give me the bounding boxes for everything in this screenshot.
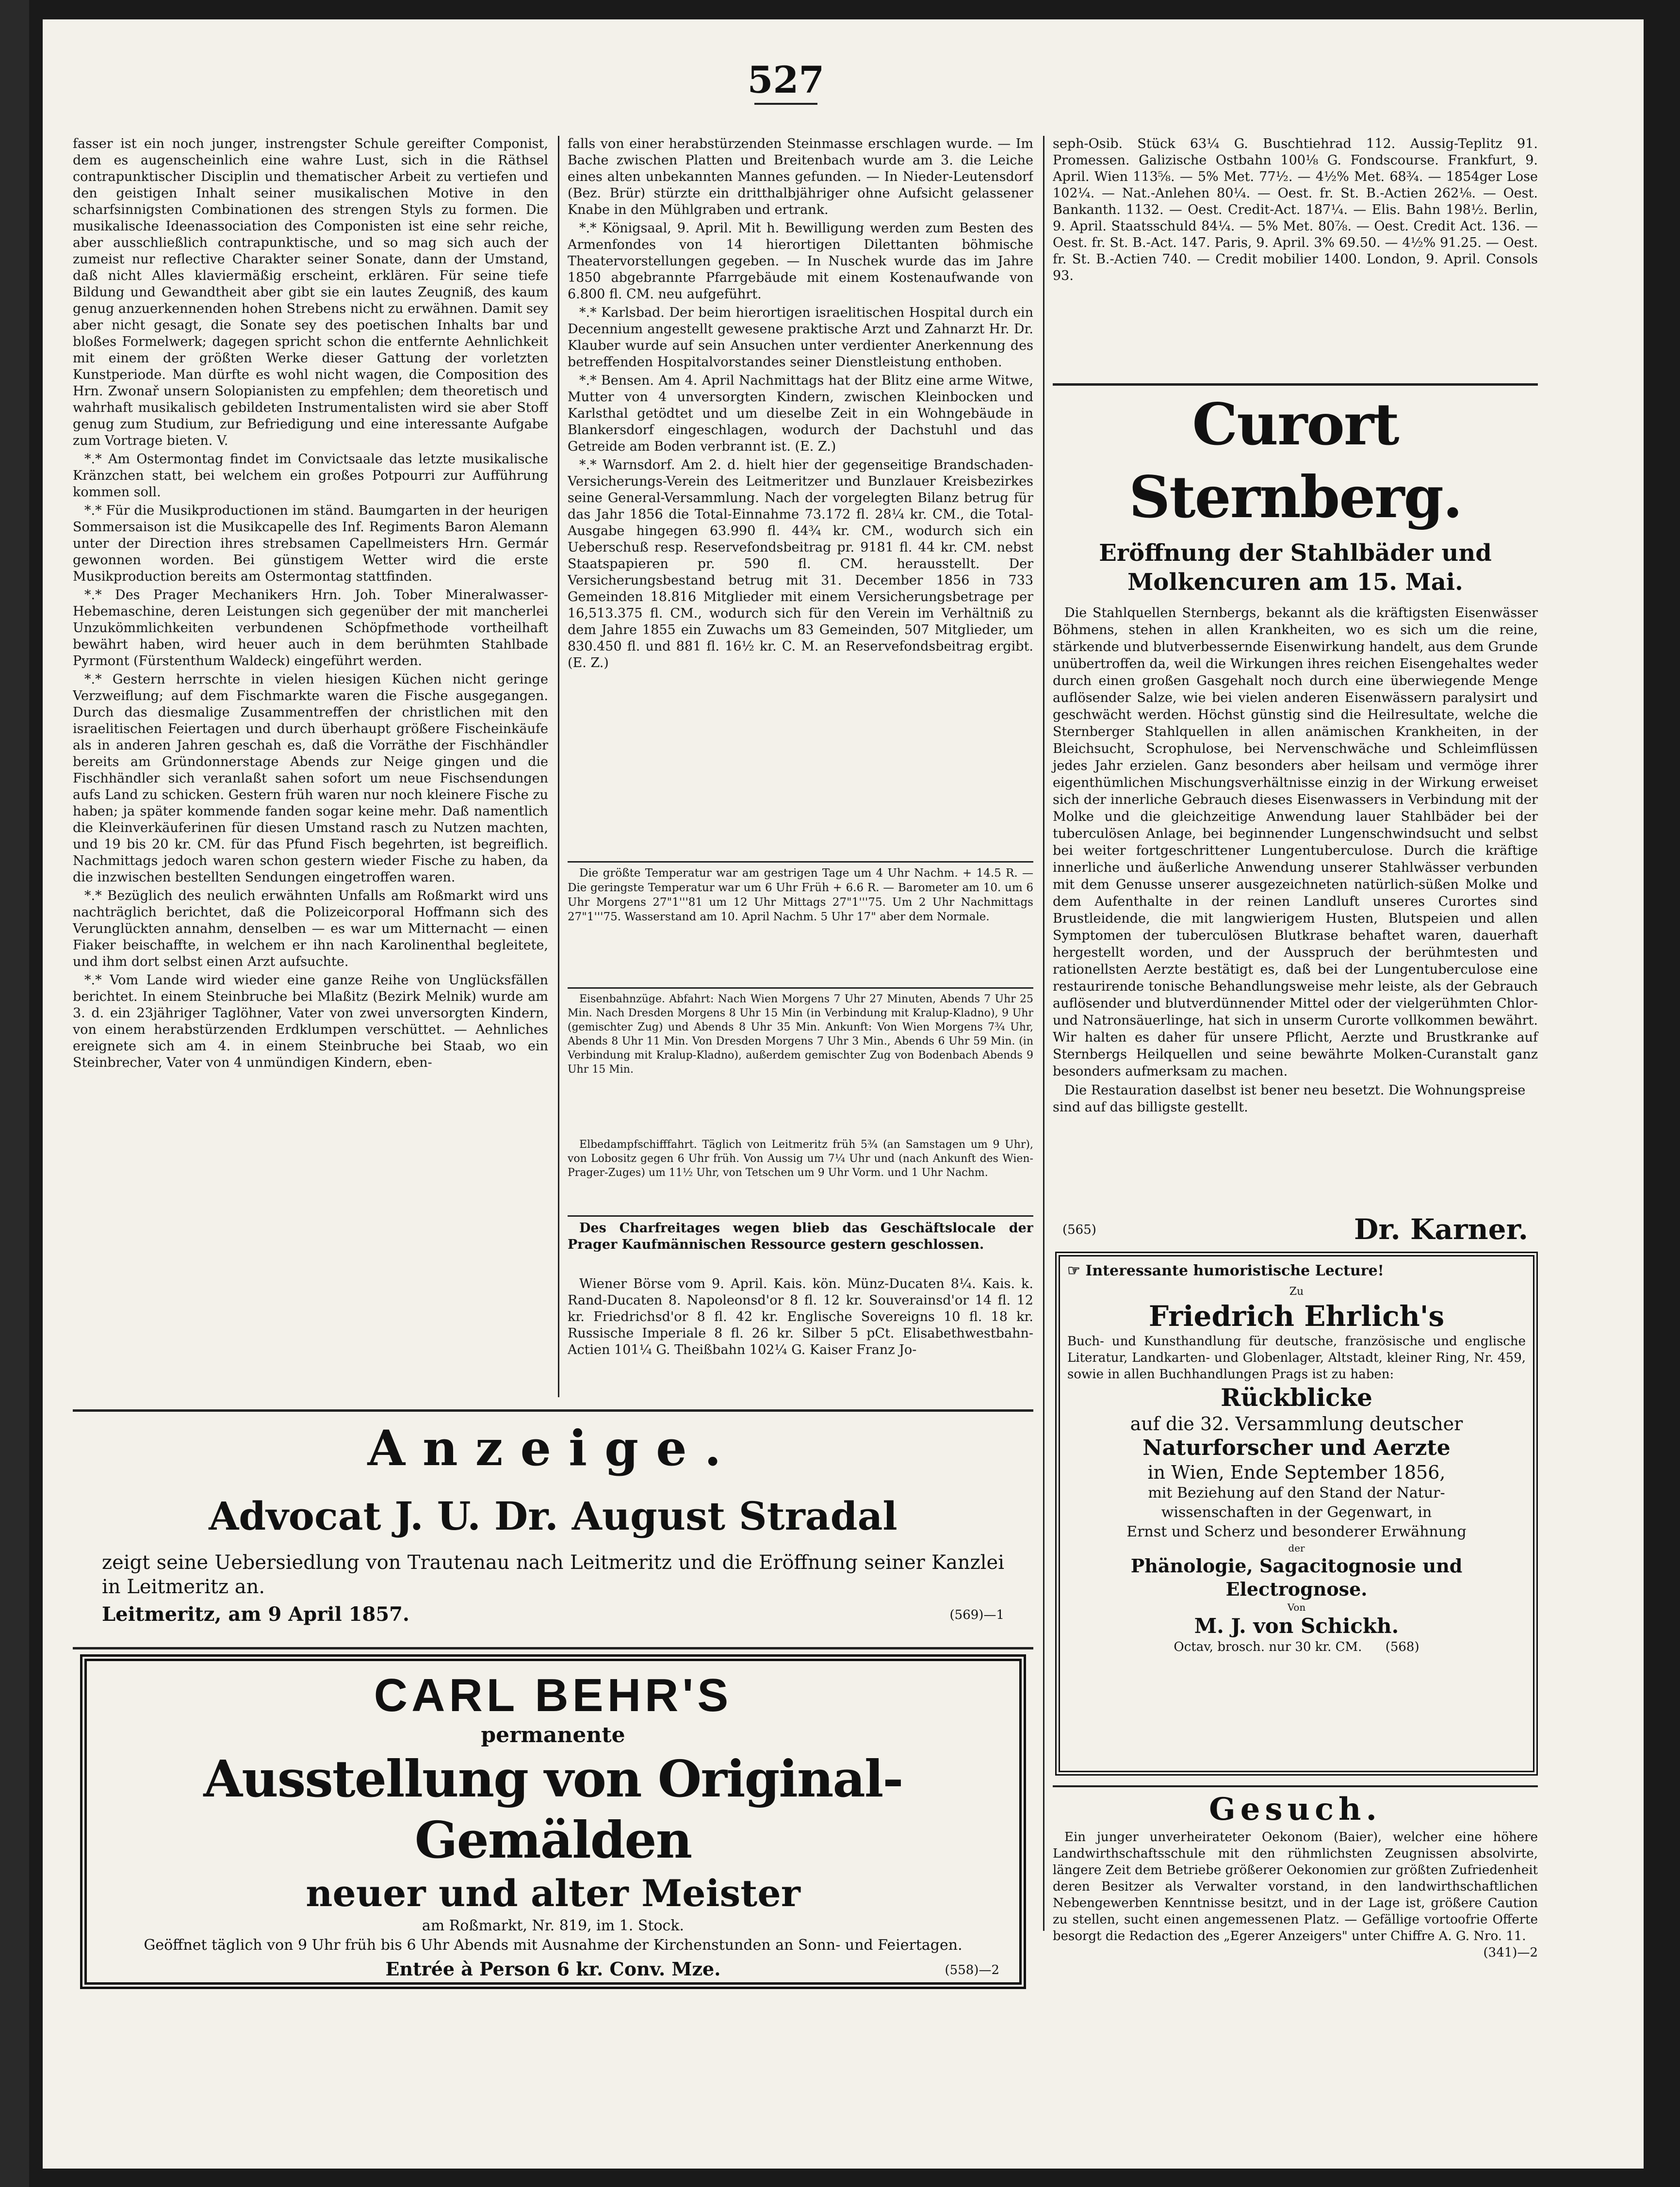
ehrlich-von: Von — [1287, 1601, 1306, 1613]
curort-signer: Dr. Karner. — [1354, 1213, 1528, 1246]
behr-subline: neuer und alter Meister — [306, 1872, 800, 1915]
anzeige-stradal — [73, 1417, 1033, 1645]
article-sonata: fasser ist ein noch junger, instrengster Schule gereifter Componist, dem es augenscheinlich eine wahre Lust, sich in die Räthsel contrapunktischer Disciplin und thematischer Arbeit zu vertiefen und den geistigen Inhalt seiner musikalischen Motive in den scharfsinnigsten Combinationen des strengen Styls zu formen. Die musikalische Ideenassociation des Componisten ist eine sehr reiche, aber ausschließlich contrapunktische, und so mag sich auch der zumeist nur reflective Charakter seiner Sonate, dann der Umstand, daß nicht Alles klaviermäßig erscheint, erklären. Für seine tiefe Bildung und Gewandtheit aber gibt sie ein lautes Zeugniß, des kaum genug anzuerkennenden hohen Strebens nicht zu erwähnen. Damit sey aber nicht gesagt, die Sonate sey des poetischen Inhalts bar und bloßes Formelwerk; dagegen spricht schon die entfernte Aehnlichkeit mit einem der größten Werke dieser Gattung der vorletzten Kunstperiode. Man dürfte es wohl nicht wagen, die Composition des Hrn. Zwonař unsern Solopianisten zu empfehlen; dem theoretisch und wahrhaft musikalisch gebildeten Instrumentalisten wird sie aber Stoff genug zum Studium, zur Befriedigung und eine interessante Aufgabe zum Vortrage bieten. V. — [73, 136, 548, 448]
gesuch-ad — [1053, 1790, 1538, 1994]
curort-sternberg-ad — [1053, 388, 1538, 1252]
column-divider-1 — [558, 136, 559, 1397]
anzeige-title: Anzeige. — [367, 1420, 739, 1477]
middle-column — [568, 136, 1033, 854]
curort-closing: Die Restauration daselbst ist bener neu besetzt. Die Wohnungspreise sind auf das billigste gestellt. — [1053, 1083, 1526, 1115]
steamship-schedule: Elbedampfschifffahrt. Täglich von Leitmeritz früh 5¾ (an Samstagen um 9 Uhr), von Lobositz gegen 6 Uhr früh. Von Aussig um 7¼ Uhr und (nach Ankunft des Wien-Prager-Zuges) um 11½ Uhr, von Tetschen um 9 Uhr Vorm. und 1 Uhr Nachm. — [568, 1139, 1033, 1179]
page-number-underline — [754, 103, 817, 105]
ehrlich-der: der — [1288, 1542, 1305, 1554]
ehrlich-zu: Zu — [1289, 1286, 1304, 1298]
scan-edge — [0, 0, 29, 2187]
wiener-boerse: Wiener Börse vom 9. April. Kais. kön. Münz-Ducaten 8¼. Kais. k. Rand-Ducaten 8. Napoleonsd'or 8 fl. 12 kr. Souverainsd'or 14 fl. 12 kr. Friedrichsd'or 8 fl. 42 kr. Englische Sovereigns 10 fl. 18 kr. Russische Imperiale 8 fl. 26 kr. Silber 5 pCt. Elisabethwestbahn-Actien 101¼ G. Theißbahn 102¼ G. Kaiser Franz Jo- — [568, 1276, 1033, 1357]
ehrlich-title: Rückblicke — [1221, 1383, 1372, 1412]
curort-number: (565) — [1062, 1223, 1096, 1237]
curort-subtitle: Eröffnung der Stahlbäder und Molkencuren am 15. Mai. — [1099, 539, 1492, 596]
behr-entry: Entrée à Person 6 kr. Conv. Mze. — [385, 1958, 721, 1980]
article-bensen: *.* Bensen. Am 4. April Nachmittags hat der Blitz eine arme Witwe, Mutter von 4 unversorgten Kindern, zwischen Kleinbocken und Karlsthal getödtet und um dieselbe Zeit in ein Wohngebäude in Blankersdorf eingeschlagen, wodurch der Dachstuhl und das Getreide am Boden verbrannt ist. (E. Z.) — [568, 373, 1033, 454]
article-fischmarkt: *.* Gestern herrschte in vielen hiesigen Küchen nicht geringe Verzweiflung; auf dem Fischmarkte waren die Fische ausgegangen. Durch das diesmalige Zusammentreffen der christlichen mit den israelitischen Feiertagen und durch überhaupt größere Fischeinkäufe als in anderen Jahren geschah es, daß die Vorräthe der Fischhändler bereits am Gründonnerstage Abends zur Neige gingen und die Fischhändler sich veranlaßt sahen sofort um neue Fischsendungen aufs Land zu schicken. Gestern früh waren nur noch kleinere Fische zu haben; ja später kommende fanden sogar keine mehr. Daß namentlich die Kleinverkäuferinen für diesen Umstand rasch zu Nutzen machten, und 19 bis 20 kr. CM. für das Pfund Fisch begehrten, ist begreiflich. Nachmittags jedoch waren schon gestern wieder Fische zu haben, da die inzwischen bestellten Sendungen eingetroffen waren. — [73, 672, 548, 885]
stock-courses: seph-Osib. Stück 63¼ G. Buschtiehrad 112. Aussig-Teplitz 91. Promessen. Galizische Ostbahn 100⅛ G. Fondscourse. Frankfurt, 9. April. Wien 113⅝. — 5% Met. 77½. — 4½% Met. 68¾. — 1854ger Lose 102¼. — Nat.-Anlehen 80¼. — Oest. fr. St. B.-Actien 262⅛. — Oest. Bankanth. 1132. — Oest. Credit-Act. 187¼. — Elis. Bahn 198½. Berlin, 9. April. Staatsschuld 84¼. — 5% Met. 80⅞. — Oest. Credit Act. 136. — Oest. fr. St. B.-Act. 147. Paris, 9. April. 3% 69.50. — 4½% 91.25. — Oest. fr. St. B.-Actien 740. — Credit mobilier 1400. London, 9. April. Consols 93. — [1053, 136, 1538, 283]
ehrlich-line5: wissenschaften in der Gegenwart, in — [1161, 1504, 1432, 1521]
article-steinmasse: falls von einer herabstürzenden Steinmasse erschlagen wurde. — Im Bache zwischen Platten und Breitenbach wurde am 3. die Leiche eines alten unbekannten Mannes gefunden. — In Nieder-Leutensdorf (Bez. Brür) stürzte ein dritthalbjähriger ohne Aufsicht gelassener Knabe in den Mühlgraben und ertrank. — [568, 136, 1033, 217]
behr-number: (558)—2 — [945, 1963, 999, 1977]
ehrlich-line4: mit Beziehung auf den Stand der Natur- — [1148, 1485, 1445, 1502]
rule-gesuch — [1053, 1785, 1538, 1787]
article-tober: *.* Des Prager Mechanikers Hrn. Joh. Tober Mineralwasser-Hebemaschine, deren Leistungen sich gegenüber der mit mancherlei Unzukömmlichkeiten verbundenen Schöpfmethode vortheilhaft bewährt haben, wird heuer auch in dem berühmten Stahlbade Pyrmont (Fürstenthum Waldeck) eingeführt werden. — [73, 588, 548, 669]
ehrlich-line1: auf die 32. Versammlung deutscher — [1130, 1413, 1463, 1435]
charfreitag-notice: Des Charfreitages wegen blieb das Geschäftslocale der Prager Kaufmännischen Ressource gestern geschlossen. — [568, 1221, 1033, 1252]
ehrlich-ad — [1067, 1261, 1526, 1766]
ehrlich-line6: Ernst und Scherz und besonderer Erwähnung — [1126, 1523, 1467, 1540]
rule-weather — [568, 861, 1033, 863]
ehrlich-number: (568) — [1385, 1640, 1419, 1654]
anzeige-date: Leitmeritz, am 9 April 1857. — [102, 1603, 409, 1626]
ehrlich-name: Friedrich Ehrlich's — [1148, 1300, 1445, 1333]
behr-address: am Roßmarkt, Nr. 819, im 1. Stock. — [422, 1917, 685, 1934]
left-column — [73, 136, 548, 1397]
anzeige-number: (569)—1 — [949, 1608, 1004, 1622]
article-karlsbad: *.* Karlsbad. Der beim hierortigen israelitischen Hospital durch ein Decennium angestellt gewesene praktische Arzt und Zahnarzt Hr. Dr. Klauber wurde auf sein Ansuchen unter verdienter Anerkennung des betreffenden Hospitalvorstandes seiner Dienstleistung enthoben. — [568, 305, 1033, 370]
anzeige-name: Advocat J. U. Dr. August Stradal — [209, 1493, 897, 1539]
ehrlich-line2: Naturforscher und Aerzte — [1142, 1436, 1451, 1460]
weather-report: Die größte Temperatur war am gestrigen Tage um 4 Uhr Nachm. + 14.5 R. — Die geringste Temperatur war um 6 Uhr Früh + 6.6 R. — Barometer am 10. um 6 Uhr Morgens 27"1'''81 um 12 Uhr Mittags 27"1'''75. Um 2 Uhr Nachmittags 27"1'''75. Wasserstand am 10. April Nachm. 5 Uhr 17" aber dem Normale. — [568, 867, 1033, 923]
behr-hours: Geöffnet täglich von 9 Uhr früh bis 6 Uhr Abends mit Ausnahme der Kirchenstunden an Sonn- und Feiertagen. — [144, 1937, 962, 1954]
ehrlich-line8: Electrognose. — [1225, 1578, 1368, 1600]
rule-curort — [1053, 383, 1538, 386]
behr-ad — [97, 1669, 1009, 1979]
behr-name: CARL BEHR'S — [374, 1669, 733, 1721]
rule-anzeige — [73, 1409, 1033, 1412]
ehrlich-header: ☞ Interessante humoristische Lecture! — [1067, 1262, 1384, 1279]
curort-title: Curort Sternberg. — [1128, 391, 1462, 531]
ehrlich-desc: Buch- und Kunsthandlung für deutsche, französische und englische Literatur, Landkarten- und Globenlager, Altstadt, kleiner Ring, Nr. 459, sowie in allen Buchhandlungen Prags ist zu haben: — [1067, 1334, 1526, 1382]
anzeige-text: zeigt seine Uebersiedlung von Trautenau nach Leitmeritz und die Eröffnung seiner Kanzlei in Leitmeritz an. — [102, 1551, 1004, 1598]
ehrlich-price: Octav, brosch. nur 30 kr. CM. — [1174, 1640, 1362, 1654]
gesuch-title: Gesuch. — [1209, 1791, 1382, 1828]
article-warnsdorf: *.* Warnsdorf. Am 2. d. hielt hier der gegenseitige Brandschaden-Versicherungs-Verein des Leitmeritzer und Bunzlauer Kreisbezirkes seine General-Versammlung. Nach der vorgelegten Bilanz betrug für das Jahr 1856 die Total-Einnahme 73.172 fl. 28¼ kr. CM., die Total-Ausgabe hingegen 63.990 fl. 44¾ kr. CM., wodurch sich ein Ueberschuß resp. Reservefondsbeitrag pr. 9181 fl. 44 kr. CM. nebst Staatspapieren pr. 590 fl. CM. herausstellt. Der Versicherungsbestand betrug mit 31. December 1856 in 733 Gemeinden 18.816 Mitglieder mit einem Versicherungsbetrage per 16,513.375 fl. CM., wodurch sich für den Verein im Verhältniß zu dem Jahre 1855 ein Zuwachs um 83 Gemeinden, 507 Mitglieder, um 830.450 fl. und 881 fl. 16½ kr. C. M. an Reservefondsbeitrag ergibt. (E. Z.) — [568, 457, 1033, 670]
page-number: 527 — [747, 58, 825, 101]
rule-railway — [568, 987, 1033, 989]
ehrlich-author: M. J. von Schickh. — [1194, 1614, 1399, 1638]
column-divider-2 — [1043, 136, 1044, 1931]
gesuch-number: (341)—2 — [1483, 1945, 1538, 1960]
gesuch-body: Ein junger unverheirateter Oekonom (Baier), welcher eine höhere Landwirthschaftsschule mit den rühmlichsten Zeugnissen absolvirte, längere Zeit dem Betriebe größerer Oekonomien zur größten Zufriedenheit deren Besitzer als Verwalter vorstand, in den landwirthschaftlichen Nebengewerben Kenntnisse besitzt, und in der Lage ist, größere Caution zu stellen, sucht einen angemessenen Platz. — Gefällige vortoofrie Offerte besorgt die Redaction des „Egerer Anzeigers" unter Chiffre A. G. Nro. 11. — [1053, 1830, 1538, 1943]
article-rossmarkt: *.* Bezüglich des neulich erwähnten Unfalls am Roßmarkt wird uns nachträglich berichtet, daß die Polizeicorporal Hoffmann sich des Verunglückten annahm, denselben — es war um Mitternacht — einen Fiaker beischaffte, in welchem er ihn nach Karolinenthal begleitete, und ihm dort selbst einen Arzt aufsuchte. — [73, 888, 548, 969]
behr-headline: Ausstellung von Original-Gemälden — [203, 1749, 903, 1870]
article-baumgarten: *.* Für die Musikproductionen im ständ. Baumgarten in der heurigen Sommersaison ist die Musikcapelle des Inf. Regiments Baron Alemann unter der Direction ihres strebsamen Capellmeisters Hrn. Germár gewonnen worden. Bei günstigem Wetter wird die erste Musikproduction bereits am Ostermontag stattfinden. — [73, 503, 548, 584]
railway-schedule: Eisenbahnzüge. Abfahrt: Nach Wien Morgens 7 Uhr 27 Minuten, Abends 7 Uhr 25 Min. Nach Dresden Morgens 8 Uhr 15 Min (in Verbindung mit Kralup-Kladno), 9 Uhr (gemischter Zug) und Abends 8 Uhr 35 Min. Ankunft: Von Wien Morgens 7¾ Uhr, Abends 8 Uhr 11 Min. Von Dresden Morgens 7 Uhr 3 Min., Abends 6 Uhr 59 Min. (in Verbindung mit Kralup-Kladno), außerdem gemischter Zug von Bodenbach Abends 9 Uhr 15 Min. — [568, 993, 1033, 1076]
ehrlich-line7: Phänologie, Sagacitognosie und — [1130, 1555, 1463, 1577]
rule-charfreitag — [568, 1215, 1033, 1217]
ehrlich-line3: in Wien, Ende September 1856, — [1147, 1462, 1446, 1483]
curort-body: Die Stahlquellen Sternbergs, bekannt als die kräftigsten Eisenwässer Böhmens, stehen in allen Krankheiten, wo es sich um die reine, stärkende und blutverbessernde Eisenwirkung handelt, aus dem Grunde unübertroffen da, weil die Wirkungen ihres reichen Eisengehaltes weder durch einen großen Gasgehalt noch durch eine überwiegende Menge auflösender Salze, wie bei vielen anderen Eisenwässern paralysirt und geschwächt werden. Höchst günstig sind die Heilresultate, welche die Sternberger Stahlquellen in allen anämischen Krankheiten, in der Bleichsucht, Scrophulose, bei Nervenschwäche und Schleimflüssen jedes Jahr erzielen. Ganz besonders aber heilsam und vermöge ihrer eigenthümlichen Mischungsverhältnisse einzig in der Wirkung erweiset sich der innerliche Gebrauch dieses Eisenwassers in Verbindung mit der Molke und die gleichzeitige Anwendung lauer Stahlbäder bei der tuberculösen Anlage, bei beginnender Lungenschwindsucht und selbst bei weiter fortgeschrittener Lungentuberculose. Durch die kräftige innerliche und äußerliche Anwendung unserer Stahlwässer verbunden mit dem Genusse unserer ausgezeichneten natürlich-süßen Molke und dem Aufenthalte in der reinen Landluft unseres Curortes sind Brustleidende, die mit langwierigem Husten, Blutspeien und allen Symptomen der tuberculösen Blutkrase behaftet waren, dauerhaft hergestellt worden, und der Ausspruch der berühmtesten und rationellsten Aerzte bestätigt es, daß bei der Lungentuberculose eine restaurirende tonische Behandlungsweise mehr leiste, als der Gebrauch auflösender und blutverdünnender Mittel oder der vielgerühmten Chlor- und Natronsäuerlinge, hat sich in unserm Curorte vollkommen bewährt. Wir halten es daher für unsere Pflicht, Aerzte und Brustkranke auf Sternbergs Heilquellen und seine bewährte Molken-Curanstalt ganz besonders aufmerksam zu machen. — [1053, 605, 1538, 1079]
behr-permanente: permanente — [481, 1723, 625, 1747]
article-koenigsaal: *.* Königsaal, 9. April. Mit h. Bewilligung werden zum Besten des Armenfondes von 14 hierortigen Dilettanten böhmische Theatervorstellungen gegeben. — In Nuschek wurde das im Jahre 1850 abgebrannte Pfarrgebäude mit einem Kostenaufwande von 6.800 fl. CM. neu aufgeführt. — [568, 221, 1033, 302]
article-unglueck: *.* Vom Lande wird wieder eine ganze Reihe von Unglücksfällen berichtet. In einem Steinbruche bei Mlaßitz (Bezirk Melnik) wurde am 3. d. ein 23jähriger Taglöhner, Vater von zwei unversorgten Kindern, von einem herabstürzenden Erdklumpen verschüttet. — Aehnliches ereignete sich am 4. in einem Steinbruche bei Staab, wo ein Steinbrecher, Vater von 4 unmündigen Kindern, eben- — [73, 973, 548, 1070]
article-convictsaal: *.* Am Ostermontag findet im Convictsaale das letzte musikalische Kränzchen statt, bei welchem ein großes Potpourri zur Aufführung kommen soll. — [73, 452, 548, 500]
rule-behr — [73, 1647, 1033, 1649]
